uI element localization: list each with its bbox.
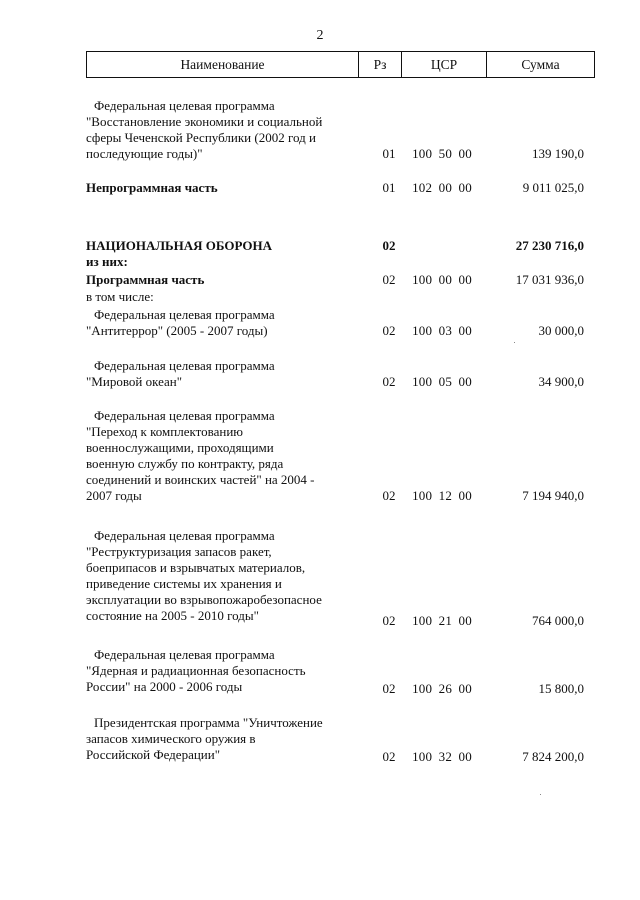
row-csr: 100 03 00 — [412, 323, 472, 338]
row-name-line: Федеральная целевая программа — [94, 647, 275, 662]
row-name-line: сферы Чеченской Республики (2002 год и — [86, 130, 316, 145]
row-name-line: НАЦИОНАЛЬНАЯ ОБОРОНА — [86, 238, 272, 253]
row-csr: 100 12 00 — [412, 488, 472, 503]
row-name-line: Президентская программа "Уничтожение — [94, 715, 323, 730]
row-name-line: Федеральная целевая программа — [94, 358, 275, 373]
row-name-line: Непрограммная часть — [86, 180, 218, 195]
row-name — [86, 715, 366, 763]
row-name-line: из них: — [86, 254, 128, 269]
row-name — [86, 408, 366, 504]
row-name-line: Федеральная целевая программа — [94, 98, 275, 113]
row-name-line: боеприпасов и взрывчатых материалов, — [86, 560, 306, 575]
row-name-line: военнослужащими, проходящими — [86, 440, 274, 455]
row-csr: 102 00 00 — [412, 180, 472, 195]
row-sum: 34 900,0 — [538, 374, 584, 389]
header-rz: Рз — [358, 52, 401, 77]
row-sum: 30 000,0 — [538, 323, 584, 338]
row-name-line: запасов химического оружия в — [86, 731, 256, 746]
row-csr: 100 21 00 — [412, 613, 472, 628]
row-rz: 02 — [382, 323, 396, 338]
row-name-line: "Переход к комплектованию — [86, 424, 243, 439]
row-sum: 9 011 025,0 — [522, 180, 584, 195]
row-rz: 02 — [382, 272, 396, 287]
row-name-line: приведение системы их хранения и — [86, 576, 282, 591]
scan-speck — [540, 794, 541, 795]
row-csr: 100 50 00 — [412, 146, 472, 161]
row-csr: 100 32 00 — [412, 749, 472, 764]
row-rz: 02 — [382, 681, 396, 696]
row-name-line: соединений и воинских частей" на 2004 - — [86, 472, 315, 487]
row-name-line: "Мировой океан" — [86, 374, 183, 389]
row-name — [86, 98, 366, 162]
row-csr: 100 00 00 — [412, 272, 472, 287]
row-sum: 17 031 936,0 — [515, 272, 584, 287]
row-name-line: в том числе: — [86, 289, 154, 304]
row-name — [86, 180, 366, 196]
row-name-line: эксплуатации во взрывопожаробезопасное — [86, 592, 322, 607]
row-name-line: России" на 2000 - 2006 годы — [86, 679, 243, 694]
row-name — [86, 272, 366, 288]
row-name — [86, 254, 366, 270]
row-name-line: "Ядерная и радиационная безопасность — [86, 663, 306, 678]
row-rz: 02 — [382, 613, 396, 628]
row-name-line: состояние на 2005 - 2010 годы" — [86, 608, 259, 623]
row-name — [86, 289, 366, 305]
row-rz: 02 — [382, 238, 396, 253]
row-name-line: Федеральная целевая программа — [94, 408, 275, 423]
row-rz: 01 — [382, 180, 396, 195]
page-number: 2 — [316, 28, 324, 43]
row-sum: 139 190,0 — [532, 146, 584, 161]
row-name — [86, 358, 366, 390]
row-csr: 100 26 00 — [412, 681, 472, 696]
row-name-line: Федеральная целевая программа — [94, 528, 275, 543]
row-name-line: военную службу по контракту, ряда — [86, 456, 284, 471]
row-name-line: "Восстановление экономики и социальной — [86, 114, 323, 129]
row-name — [86, 528, 366, 624]
row-name-line: Федеральная целевая программа — [94, 307, 275, 322]
row-name-line: "Реструктуризация запасов ракет, — [86, 544, 272, 559]
row-name-line: последующие годы)" — [86, 146, 203, 161]
row-name — [86, 238, 366, 254]
row-rz: 02 — [382, 374, 396, 389]
row-rz: 01 — [382, 146, 396, 161]
row-name — [86, 647, 366, 695]
scan-speck — [514, 342, 515, 343]
table-header — [86, 51, 595, 78]
row-name-line: Российской Федерации" — [86, 747, 221, 762]
row-sum: 7 194 940,0 — [522, 488, 584, 503]
row-sum: 27 230 716,0 — [515, 238, 584, 253]
row-name-line: 2007 годы — [86, 488, 142, 503]
row-csr: 100 05 00 — [412, 374, 472, 389]
header-name: Наименование — [180, 56, 265, 72]
row-sum: 7 824 200,0 — [522, 749, 584, 764]
row-sum: 764 000,0 — [532, 613, 584, 628]
header-csr: ЦСР — [401, 52, 486, 77]
row-name-line: Программная часть — [86, 272, 205, 287]
header-sum: Сумма — [486, 52, 594, 77]
row-rz: 02 — [382, 488, 396, 503]
row-sum: 15 800,0 — [538, 681, 584, 696]
row-name-line: "Антитеррор" (2005 - 2007 годы) — [86, 323, 268, 338]
row-name — [86, 307, 366, 339]
row-rz: 02 — [382, 749, 396, 764]
